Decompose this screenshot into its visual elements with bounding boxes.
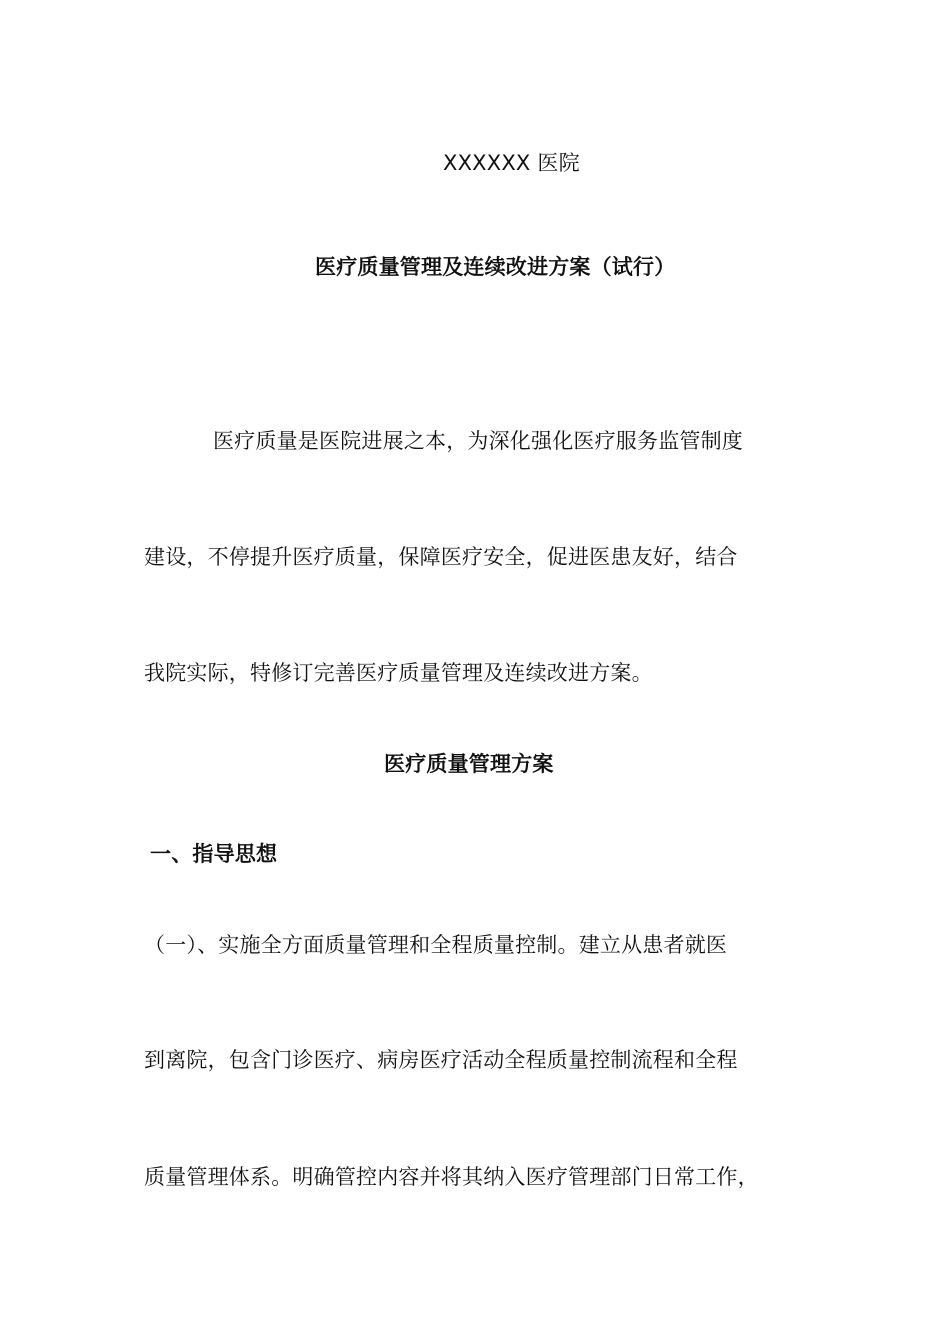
document-title: 医疗质量管理及连续改进方案（试行） — [315, 255, 676, 279]
hospital-name: XXXXXX 医院 — [443, 151, 580, 175]
section-heading: 医疗质量管理方案 — [384, 752, 554, 776]
subsection-heading: 一、指导思想 — [150, 842, 278, 866]
item-paragraph-line: 质量管理体系。明确管控内容并将其纳入医疗管理部门日常工作， — [144, 1165, 759, 1189]
intro-paragraph-line: 医疗质量是医院进展之本，为深化强化医疗服务监管制度 — [213, 429, 743, 453]
intro-paragraph-line: 我院实际，特修订完善医疗质量管理及连续改进方案。 — [144, 661, 653, 685]
item-paragraph-line: 到离院，包含门诊医疗、病房医疗活动全程质量控制流程和全程 — [144, 1048, 738, 1072]
intro-paragraph-line: 建设，不停提升医疗质量，保障医疗安全，促进医患友好，结合 — [144, 545, 738, 569]
item-paragraph-line: （一）、实施全方面质量管理和全程质量控制。建立从患者就医 — [144, 933, 728, 957]
